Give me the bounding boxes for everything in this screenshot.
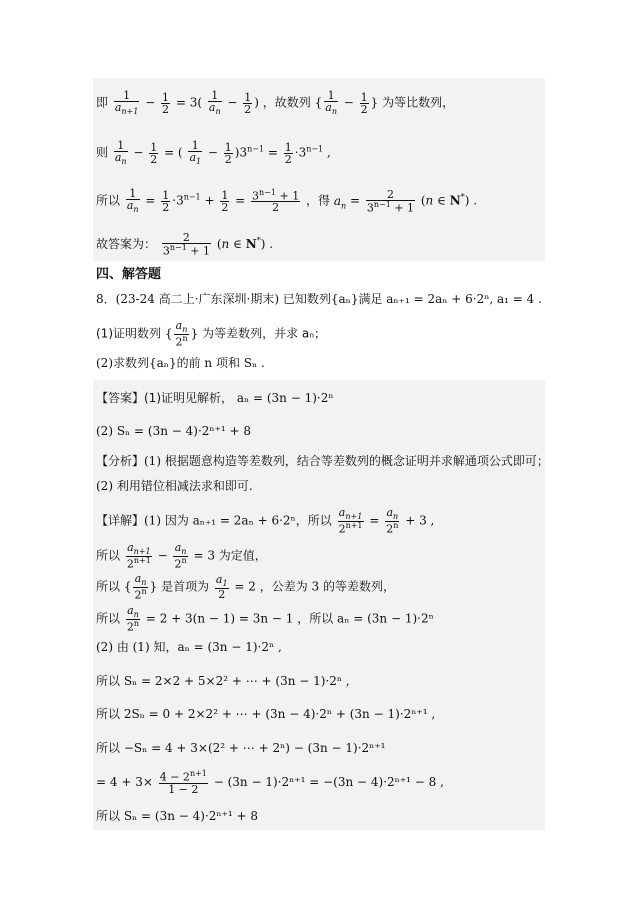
text: = 2 + 3(n − 1) = 3n − 1 ，所以 aₙ = (3n − 1)·2ⁿ: [145, 611, 434, 626]
analysis-line-2: (2) 利用错位相减法求和即可.: [96, 479, 253, 493]
fraction: $\frac{1}{a_n}$: [325, 89, 337, 117]
question-8-part-2: (2)求数列{aₙ}的前 n 项和 Sₙ .: [96, 356, 265, 370]
sum-line-4: [96, 770, 444, 795]
fraction: $\frac{1}{a_n}$: [126, 187, 139, 215]
detail-line-1: 【详解】(1) 因为 aₙ₊₁ = 2aₙ + 6·2ⁿ，所以 $\frac{a_{n+1}}{2^{n+1}}$ = $\frac{a_n}{2^n}$ + 3 ,: [96, 506, 435, 536]
text: 为等差数列，并求 aₙ；: [202, 326, 327, 341]
answer-line-2: (2) Sₙ = (3n − 4)·2ⁿ⁺¹ + 8: [96, 424, 252, 438]
fraction: $\frac{a_1}{2}$: [215, 572, 228, 602]
fraction: $\frac{1}{2}$: [162, 90, 170, 116]
line-2: 则 $\frac{1}{a_n}$ − $\frac{1}{2}$ = ( $\frac{1}{a_1}$ − $\frac{1}{2}$ )$3^{n-1}$ = $\frac{1}{2}$ $\cdot 3^{n-1}$ ,: [96, 139, 331, 167]
part-2-line: (2) 由 (1) 知，aₙ = (3n − 1)·2ⁿ ,: [96, 640, 282, 654]
sum-line-1: 所以 Sₙ = 2×2 + 5×2² + ⋯ + (3n − 1)·2ⁿ ,: [96, 674, 350, 688]
text: + 3 ,: [405, 513, 435, 528]
detail-line-3: 所以 { $\frac{a_n}{2^n}$ } 是首项为 $\frac{a_1}{2}$ = 2 ，公差为 3 的等差数列，: [96, 572, 395, 602]
detail-line-2: 所以 $\frac{a_{n+1}}{2^{n+1}}$ − $\frac{a_n}{2^n}$ = 3 为定值，: [96, 541, 267, 571]
fraction: $\frac{2}{3^{n-1} + 1}$: [162, 231, 211, 258]
text: 故答案为：: [96, 236, 157, 251]
question-8-part-1: (1)证明数列 { $\frac{a_n}{2^n}$ } 为等差数列，并求 aₙ；: [96, 319, 327, 349]
fraction: $\frac{a_n}{2^n}$: [134, 572, 147, 602]
line-4: 故答案为： $\frac{2}{3^{n-1} + 1}$ (n ∈ N*) .: [96, 231, 274, 258]
question-8: 8．(23-24 高二上·广东深圳·期末) 已知数列{aₙ}满足 aₙ₊₁ = 2aₙ + 6·2ⁿ, a₁ = 4 .: [96, 292, 542, 306]
section-heading: 四、解答题: [96, 267, 162, 282]
text: 则: [96, 145, 109, 160]
fraction: $\frac{1}{2}$: [244, 90, 252, 116]
text: aₙ = (3n − 1)·2ⁿ: [236, 391, 334, 405]
analysis-line: 【分析】(1) 根据题意构造等差数列，结合等差数列的概念证明并求解通项公式即可；: [96, 454, 549, 468]
text: 是首项为: [161, 579, 210, 594]
fraction: $\frac{1}{2}$: [221, 188, 229, 214]
fraction: $\frac{1}{a_1}$: [189, 139, 202, 167]
fraction: $\frac{1}{2}$: [150, 140, 158, 166]
line-3: 所以 $\frac{1}{a_n}$ = $\frac{1}{2}$ $\cdot 3^{n-1}$ + $\frac{1}{2}$ = $\frac{3^{n-1} + 1}{2}$ ，得 $a_n$ = $\frac{2}{3^{n-1} + 1}$ (n ∈ N*) .: [96, 187, 478, 215]
text: 【详解】(1) 因为 aₙ₊₁ = 2aₙ + 6·2ⁿ，所以: [96, 513, 332, 528]
text: = 2 ，公差为 3 的等差数列，: [234, 579, 395, 594]
fraction: $\frac{a_n}{2^n}$: [175, 319, 188, 349]
sum-line-5: 所以 Sₙ = (3n − 4)·2ⁿ⁺¹ + 8: [96, 809, 259, 823]
text: 即: [96, 95, 109, 110]
text: 【答案】(1)证明见解析，: [96, 391, 233, 405]
text: 所以: [96, 611, 121, 626]
fraction: $\frac{1}{a_n}$: [114, 139, 127, 167]
text: 所以: [96, 579, 121, 594]
answer-line: [96, 392, 334, 404]
fraction: $\frac{a_{n+1}}{2^{n+1}}$: [338, 506, 363, 536]
detail-line-4: [96, 605, 434, 633]
text: 所以: [96, 548, 121, 563]
fraction: $\frac{1}{a_{n+1}}$: [114, 89, 139, 117]
fraction: $\frac{3^{n-1} + 1}{2}$: [252, 187, 300, 215]
fraction: $\frac{4 - 2^{n+1}}{1 - 2}$: [159, 769, 207, 796]
fraction: $\frac{2}{3^{n-1} + 1}$: [366, 187, 415, 215]
fraction: $\frac{a_n}{2^n}$: [174, 541, 187, 571]
fraction: $\frac{1}{a_n}$: [208, 89, 221, 117]
fraction: $\frac{a_n}{2^n}$: [126, 604, 139, 634]
text: (1)证明数列: [96, 326, 161, 341]
fraction: $\frac{1}{2}$: [284, 140, 292, 166]
fraction: $\frac{1}{2}$: [162, 188, 170, 214]
text: ，故数列: [262, 95, 311, 110]
fraction: $\frac{a_n}{2^n}$: [386, 506, 399, 536]
text: 为等比数列，: [382, 95, 455, 110]
fraction: $\frac{a_{n+1}}{2^{n+1}}$: [126, 541, 151, 571]
text: = 3 为定值，: [193, 548, 267, 563]
fraction: $\frac{1}{2}$: [360, 90, 368, 116]
text: = 4 + 3×: [96, 774, 153, 789]
sum-line-2: 所以 2Sₙ = 0 + 2×2² + ⋯ + (3n − 4)·2ⁿ + (3n − 1)·2ⁿ⁺¹ ,: [96, 707, 436, 721]
fraction: $\frac{1}{2}$: [224, 140, 232, 166]
text: − (3n − 1)·2ⁿ⁺¹ = −(3n − 4)·2ⁿ⁺¹ − 8 ,: [213, 774, 444, 789]
sum-line-3: 所以 −Sₙ = 4 + 3×(2² + ⋯ + 2ⁿ) − (3n − 1)·2ⁿ⁺¹: [96, 741, 386, 755]
text: ，得: [306, 193, 331, 208]
line-1: 即 $\frac{1}{a_{n+1}}$ − $\frac{1}{2}$ = 3( $\frac{1}{a_n}$ − $\frac{1}{2}$ ) ，故数列 { $\frac{1}{a_n}$ − $\frac{1}{2}$ } 为等比数列，: [96, 89, 455, 117]
text: 所以: [96, 193, 121, 208]
